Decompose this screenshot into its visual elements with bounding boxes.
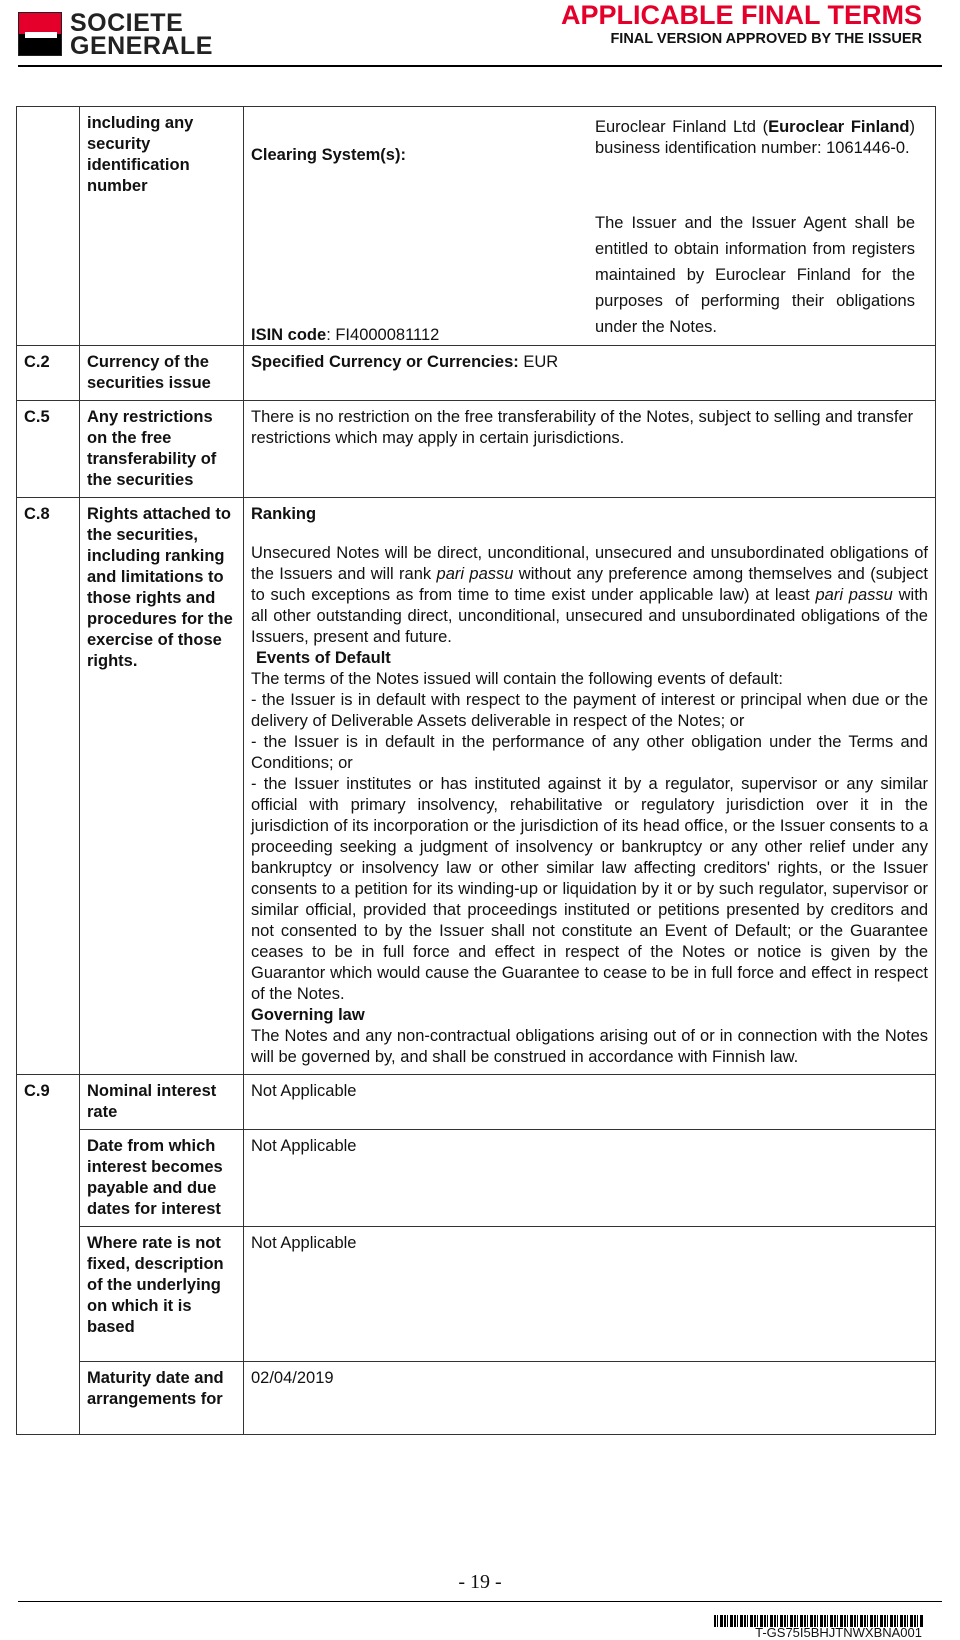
table-row xyxy=(17,107,936,346)
table-row xyxy=(17,1227,936,1362)
row-value xyxy=(244,107,936,346)
events-intro: The terms of the Notes issued will contain the following events of default: xyxy=(251,670,783,688)
events-item: - the Issuer institutes or has instituted against it by a regulator, supervisor or any similar official with primary insolvency, rehabilitative or regulatory jurisdiction over it in the jurisdiction of its incorporation or the jurisdiction of its head office, or the Issuer consents to a proceeding seeking a judgment of insolvency or bankruptcy or any other relief under any bankruptcy or insolvency law or other similar law affecting creditors' rights, or the Issuer consents to a petition for its winding-up or liquidation by it or by such regulator, supervisor or similar official, provided that proceedings instituted or petitions presented by creditors and not consented to by the Issuer shall not constitute an Event of Default; or the Guarantee ceases to be in full force and effect in respect of the Notes or notice is given by the Guarantor which would cause the Guarantee to cease to be in full force and effect in respect of the Notes. xyxy=(251,775,928,1003)
table-row xyxy=(17,1130,936,1227)
row-value: Specified Currency or Currencies: EUR xyxy=(244,346,936,401)
row-label: Rights attached to the securities, including ranking and limitations to those rights and procedures for the exercise of those rights. xyxy=(80,498,244,1075)
row-label: Any restrictions on the free transferability of the securities xyxy=(80,401,244,498)
row-label: Maturity date and arrangements for xyxy=(80,1362,244,1435)
document-subtitle: FINAL VERSION APPROVED BY THE ISSUER xyxy=(610,31,922,47)
isin-code: ISIN code: FI4000081112 xyxy=(251,326,440,344)
ranking-text: Unsecured Notes will be direct, unconditional, unsecured and unsubordinated obligations of the Issuers and will rank pari passu without any preference among themselves and (subject to such exceptions as from time to time exist under applicable law) at least pari passu with all other outstanding direct, unconditional, unsecured and unsubordinated obligations of the Issuers, present and future. xyxy=(251,544,928,646)
clearing-system-value: Euroclear Finland Ltd (Euroclear Finland) business identification number: 1061446-0. xyxy=(595,118,915,157)
logo-mark-icon xyxy=(18,12,62,56)
row-label: Nominal interest rate xyxy=(80,1075,244,1130)
document-title: APPLICABLE FINAL TERMS xyxy=(560,0,922,30)
row-label: Currency of the securities issue xyxy=(80,346,244,401)
row-code: C.9 xyxy=(17,1075,80,1435)
row-code: C.5 xyxy=(17,401,80,498)
row-value: Not Applicable xyxy=(244,1130,936,1227)
summary-table xyxy=(16,106,936,1435)
ranking-heading: Ranking xyxy=(251,505,317,523)
events-item: - the Issuer is in default in the performance of any other obligation under the Terms and Conditions; or xyxy=(251,733,928,772)
societe-generale-logo xyxy=(18,9,248,60)
logo-wordmark: SOCIETE GENERALE xyxy=(70,9,213,60)
footer-rule xyxy=(18,1601,942,1602)
row-label: Date from which interest becomes payable and due dates for interest xyxy=(80,1130,244,1227)
row-value: Not Applicable xyxy=(244,1227,936,1362)
events-item: - the Issuer is in default with respect to the payment of interest or principal when due or the delivery of Deliverable Assets deliverable in respect of the Notes; or xyxy=(251,691,928,730)
row-value xyxy=(244,498,936,1075)
table-row xyxy=(17,346,936,401)
table-row xyxy=(17,1075,936,1130)
row-code xyxy=(17,107,80,346)
clearing-system-label: Clearing System(s): xyxy=(251,146,406,164)
table-row xyxy=(17,401,936,498)
row-value: 02/04/2019 xyxy=(244,1362,936,1435)
events-heading: Events of Default xyxy=(256,649,391,667)
page-header xyxy=(0,0,960,72)
document-code: T-GS75I5BHJTNWXBNA001 xyxy=(755,1625,922,1640)
header-rule xyxy=(18,65,942,67)
issuer-agent-note: The Issuer and the Issuer Agent shall be entitled to obtain information from registers maintained by Euroclear Finland for the purposes of performing their obligations under the Notes. xyxy=(595,214,915,336)
row-value: Not Applicable xyxy=(244,1075,936,1130)
table-row xyxy=(17,1362,936,1435)
governing-law-heading: Governing law xyxy=(251,1006,365,1024)
page-number: - 19 - xyxy=(458,1571,502,1593)
row-label: Where rate is not fixed, description of the underlying on which it is based xyxy=(80,1227,244,1362)
row-label: including any security identification number xyxy=(80,107,244,346)
row-value: There is no restriction on the free transferability of the Notes, subject to selling and transfer restrictions which may apply in certain jurisdictions. xyxy=(244,401,936,498)
row-code: C.2 xyxy=(17,346,80,401)
governing-law-text: The Notes and any non-contractual obligations arising out of or in connection with the Notes will be governed by, and shall be construed in accordance with Finnish law. xyxy=(251,1027,928,1066)
row-code: C.8 xyxy=(17,498,80,1075)
table-row xyxy=(17,498,936,1075)
